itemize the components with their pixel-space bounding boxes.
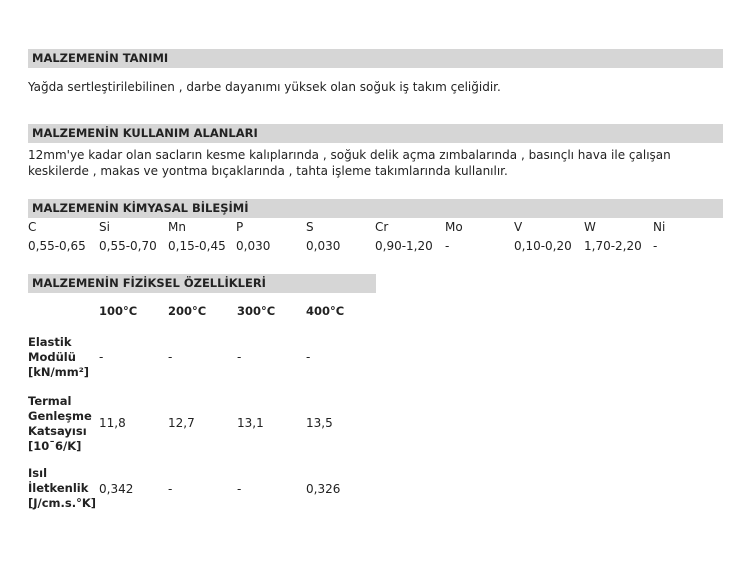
section-title-definition: MALZEMENİN TANIMI: [28, 49, 723, 68]
temperature-header: 200°C: [168, 304, 207, 318]
element-header: V: [514, 220, 523, 234]
property-value: -: [168, 350, 173, 364]
element-value: 0,55-0,65: [28, 239, 86, 253]
element-header: Mn: [168, 220, 186, 234]
usage-text-line-2: keskilerde , makas ve yontma bıçaklarında , tahta işleme takımlarında kullanılır.: [28, 164, 508, 178]
label-line: [J/cm.s.°K]: [28, 496, 97, 510]
element-header: Si: [99, 220, 110, 234]
label-line: Termal: [28, 394, 72, 408]
label-line: İletkenlik: [28, 481, 89, 495]
temperature-header: 400°C: [306, 304, 345, 318]
element-value: 0,55-0,70: [99, 239, 157, 253]
element-header: Ni: [653, 220, 666, 234]
property-value: 12,7: [168, 416, 195, 430]
property-value: -: [168, 482, 173, 496]
label-line: [10¯6/K]: [28, 439, 82, 453]
property-value: 13,5: [306, 416, 333, 430]
element-header: S: [306, 220, 314, 234]
element-value: -: [445, 239, 450, 253]
property-value: -: [99, 350, 104, 364]
definition-text: Yağda sertleştirilebilinen , darbe dayanımı yüksek olan soğuk iş takım çeliğidir.: [28, 80, 501, 94]
label-line: Katsayısı: [28, 424, 87, 438]
temperature-header: 300°C: [237, 304, 276, 318]
element-value: 0,15-0,45: [168, 239, 226, 253]
element-value: 0,030: [306, 239, 341, 253]
element-header: P: [236, 220, 244, 234]
property-value: 0,342: [99, 482, 134, 496]
property-value: 13,1: [237, 416, 264, 430]
property-value: -: [237, 482, 242, 496]
label-line: Modülü: [28, 350, 76, 364]
element-value: 1,70-2,20: [584, 239, 642, 253]
label-line: Genleşme: [28, 409, 92, 423]
property-label-thermal-expansion: [28, 394, 92, 454]
property-value: -: [237, 350, 242, 364]
element-value: 0,030: [236, 239, 271, 253]
usage-text-line-1: 12mm'ye kadar olan sacların kesme kalıplarında , soğuk delik açma zımbalarında , basınçlı hava ile çalışan: [28, 148, 671, 162]
element-header: C: [28, 220, 37, 234]
property-label-elastic-modulus: [28, 335, 89, 380]
property-label-thermal-conductivity: [28, 466, 96, 511]
temperature-header: 100°C: [99, 304, 138, 318]
element-value: -: [653, 239, 658, 253]
label-line: Isıl: [28, 466, 48, 480]
section-title-physical: MALZEMENİN FİZİKSEL ÖZELLİKLERİ: [28, 274, 376, 293]
element-header: Cr: [375, 220, 389, 234]
element-header: Mo: [445, 220, 463, 234]
property-value: -: [306, 350, 311, 364]
label-line: [kN/mm²]: [28, 365, 89, 379]
chemical-element-row: [28, 219, 728, 235]
element-value: 0,90-1,20: [375, 239, 433, 253]
element-header: W: [584, 220, 596, 234]
chemical-value-row: [28, 238, 728, 254]
label-line: Elastik: [28, 335, 72, 349]
element-value: 0,10-0,20: [514, 239, 572, 253]
property-value: 11,8: [99, 416, 126, 430]
section-title-chemical: MALZEMENİN KİMYASAL BİLEŞİMİ: [28, 199, 723, 218]
property-value: 0,326: [306, 482, 341, 496]
section-title-usage: MALZEMENİN KULLANIM ALANLARI: [28, 124, 723, 143]
